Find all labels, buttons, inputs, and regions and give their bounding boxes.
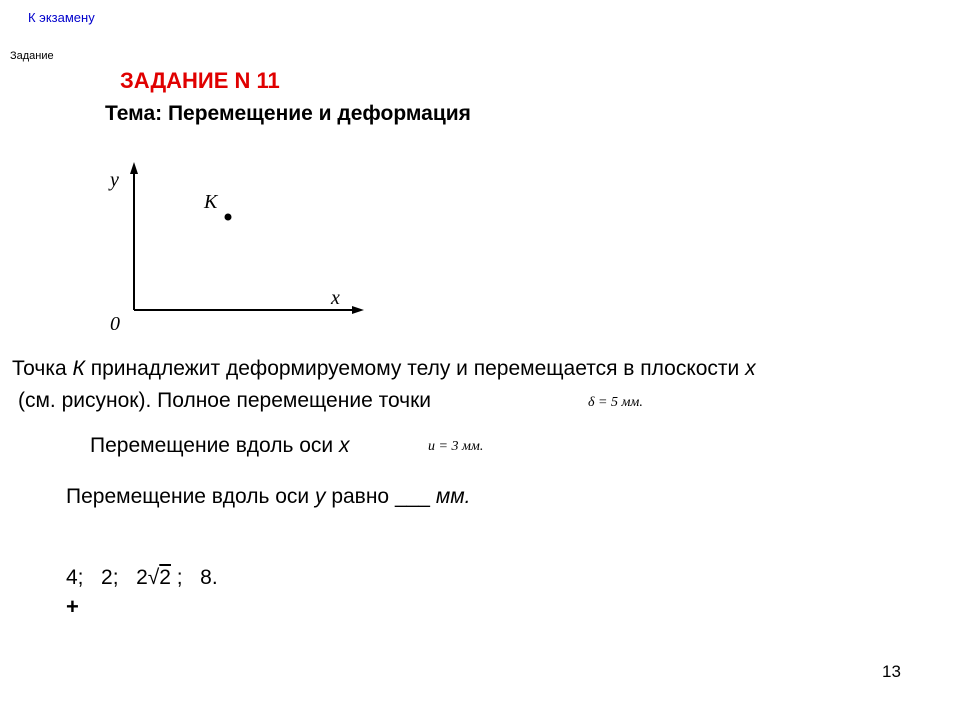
correct-answer-mark: + [66,594,79,619]
origin-label: 0 [110,313,120,335]
answer-option-4[interactable]: 8. [200,566,218,589]
x-displacement-formula: u = 3 мм. [428,439,484,454]
answer-option-2[interactable]: 2; [101,566,119,589]
y-axis-arrow [130,162,138,174]
point-k [225,214,232,221]
task-label: Задание [10,50,54,62]
displacement-figure [100,160,380,340]
answer-option-1[interactable]: 4; [66,566,84,589]
answer-option-3[interactable]: 2√2 ; [136,566,183,589]
problem-line-4: Перемещение вдоль оси y равно ___ мм. [66,485,471,508]
y-axis-label: y [110,169,119,191]
task-topic: Тема: Перемещение и деформация [105,102,471,125]
total-displacement-formula: δ = 5 мм. [588,395,643,410]
answer-options [66,566,218,590]
problem-line-1: Точка К принадлежит деформируемому телу и перемещается в плоскости x [12,357,756,380]
point-k-label: K [204,191,218,213]
back-to-exam-link[interactable]: К экзамену [28,10,95,25]
x-axis-arrow [352,306,364,314]
task-title: ЗАДАНИЕ N 11 [120,68,280,93]
problem-line-2: (см. рисунок). Полное перемещение точки [18,389,432,412]
page-number: 13 [882,662,901,681]
x-axis-label: x [331,287,340,309]
problem-line-3: Перемещение вдоль оси x [90,434,350,457]
